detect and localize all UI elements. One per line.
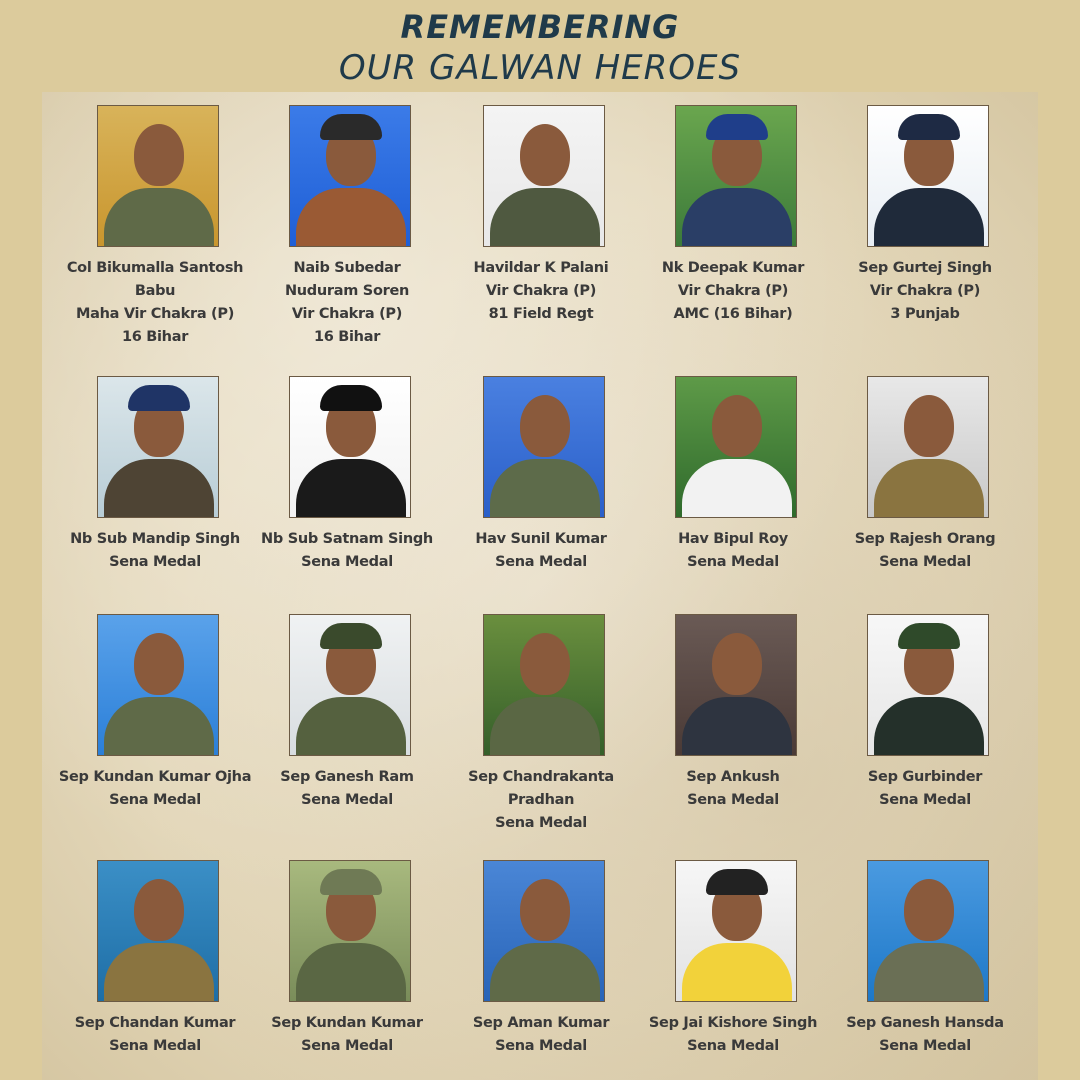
hero-detail: Sena Medal bbox=[687, 792, 779, 808]
hero-caption bbox=[819, 528, 1031, 574]
hero-portrait bbox=[289, 105, 411, 247]
header bbox=[0, 0, 1080, 92]
hero-detail: AMC (16 Bihar) bbox=[673, 306, 793, 322]
hero-detail: Sena Medal bbox=[109, 554, 201, 570]
hero-detail: 3 Punjab bbox=[890, 306, 960, 322]
hero-name: Sep Ganesh Hansda bbox=[846, 1015, 1004, 1031]
hero-name: Sep Gurtej Singh bbox=[858, 260, 992, 276]
hero-caption bbox=[49, 766, 261, 812]
hero-name: Hav Bipul Roy bbox=[678, 531, 788, 547]
hero-name: Hav Sunil Kumar bbox=[475, 531, 607, 547]
hero-caption bbox=[435, 766, 647, 835]
hero-detail: Sena Medal bbox=[301, 554, 393, 570]
hero-portrait bbox=[483, 614, 605, 756]
hero-name: Sep Kundan Kumar Ojha bbox=[58, 769, 252, 785]
hero-caption bbox=[627, 257, 839, 326]
hero-detail: 81 Field Regt bbox=[488, 306, 594, 322]
hero-caption bbox=[435, 257, 647, 326]
hero-card bbox=[829, 105, 1021, 355]
hero-detail: Vir Chakra (P) bbox=[291, 306, 403, 322]
hero-detail: Sena Medal bbox=[495, 815, 587, 831]
hero-portrait bbox=[97, 376, 219, 518]
hero-portrait bbox=[867, 376, 989, 518]
hero-card bbox=[445, 376, 637, 626]
hero-card bbox=[637, 376, 829, 626]
hero-detail: Sena Medal bbox=[109, 792, 201, 808]
hero-name: Sep Gurbinder bbox=[867, 769, 983, 785]
hero-card bbox=[445, 614, 637, 864]
hero-detail: Sena Medal bbox=[495, 1038, 587, 1054]
hero-name: Sep Kundan Kumar bbox=[271, 1015, 423, 1031]
title-galwan-heroes: OUR GALWAN HEROES bbox=[338, 48, 742, 88]
hero-caption bbox=[241, 257, 453, 349]
hero-portrait bbox=[867, 860, 989, 1002]
hero-name: Sep Aman Kumar bbox=[472, 1015, 610, 1031]
hero-detail: Nuduram Soren bbox=[284, 283, 410, 299]
hero-card bbox=[637, 105, 829, 355]
hero-detail: Sena Medal bbox=[687, 1038, 779, 1054]
hero-card bbox=[829, 376, 1021, 626]
hero-name: Sep Jai Kishore Singh bbox=[648, 1015, 818, 1031]
hero-card bbox=[637, 614, 829, 864]
hero-card bbox=[59, 860, 251, 1080]
hero-caption bbox=[435, 528, 647, 574]
hero-name: Col Bikumalla Santosh Babu bbox=[66, 260, 244, 299]
hero-caption bbox=[627, 766, 839, 812]
hero-detail: Sena Medal bbox=[301, 792, 393, 808]
hero-portrait bbox=[867, 614, 989, 756]
hero-portrait bbox=[483, 105, 605, 247]
hero-card bbox=[251, 376, 443, 626]
hero-caption bbox=[819, 1012, 1031, 1058]
hero-detail: Sena Medal bbox=[109, 1038, 201, 1054]
hero-card bbox=[59, 105, 251, 355]
hero-detail: Sena Medal bbox=[495, 554, 587, 570]
hero-detail: Maha Vir Chakra (P) bbox=[75, 306, 235, 322]
hero-caption bbox=[819, 766, 1031, 812]
title-remembering: REMEMBERING bbox=[400, 8, 680, 46]
hero-caption bbox=[435, 1012, 647, 1058]
hero-name: Naib Subedar bbox=[293, 260, 401, 276]
hero-portrait bbox=[97, 860, 219, 1002]
hero-name: Sep Ankush bbox=[686, 769, 780, 785]
hero-detail: 16 Bihar bbox=[121, 329, 189, 345]
hero-card bbox=[251, 860, 443, 1080]
hero-name: Nk Deepak Kumar bbox=[661, 260, 805, 276]
hero-detail: Sena Medal bbox=[301, 1038, 393, 1054]
hero-portrait bbox=[675, 105, 797, 247]
hero-card bbox=[59, 376, 251, 626]
hero-detail: Sena Medal bbox=[879, 554, 971, 570]
hero-card bbox=[829, 860, 1021, 1080]
hero-card bbox=[59, 614, 251, 864]
hero-portrait bbox=[675, 376, 797, 518]
hero-detail: Vir Chakra (P) bbox=[485, 283, 597, 299]
hero-detail: Vir Chakra (P) bbox=[677, 283, 789, 299]
hero-card bbox=[445, 860, 637, 1080]
hero-name: Sep Chandrakanta Pradhan bbox=[468, 769, 614, 808]
hero-card bbox=[251, 105, 443, 355]
hero-portrait bbox=[97, 614, 219, 756]
hero-detail: Sena Medal bbox=[879, 1038, 971, 1054]
hero-detail: Sena Medal bbox=[879, 792, 971, 808]
hero-caption bbox=[241, 766, 453, 812]
hero-caption bbox=[49, 257, 261, 349]
hero-caption bbox=[49, 1012, 261, 1058]
hero-portrait bbox=[289, 860, 411, 1002]
hero-name: Nb Sub Satnam Singh bbox=[261, 531, 433, 547]
hero-caption bbox=[819, 257, 1031, 326]
hero-portrait bbox=[483, 376, 605, 518]
hero-caption bbox=[627, 528, 839, 574]
hero-portrait bbox=[97, 105, 219, 247]
hero-name: Sep Rajesh Orang bbox=[854, 531, 996, 547]
hero-portrait bbox=[483, 860, 605, 1002]
hero-detail: Vir Chakra (P) bbox=[869, 283, 981, 299]
hero-name: Nb Sub Mandip Singh bbox=[70, 531, 240, 547]
hero-caption bbox=[241, 1012, 453, 1058]
hero-portrait bbox=[675, 860, 797, 1002]
hero-name: Sep Ganesh Ram bbox=[280, 769, 414, 785]
hero-portrait bbox=[289, 376, 411, 518]
hero-portrait bbox=[289, 614, 411, 756]
hero-portrait bbox=[867, 105, 989, 247]
hero-name: Sep Chandan Kumar bbox=[74, 1015, 236, 1031]
hero-name: Havildar K Palani bbox=[473, 260, 609, 276]
hero-portrait bbox=[675, 614, 797, 756]
hero-caption bbox=[49, 528, 261, 574]
heroes-panel bbox=[42, 92, 1038, 1080]
hero-detail: 16 Bihar bbox=[313, 329, 381, 345]
hero-caption bbox=[627, 1012, 839, 1058]
hero-detail: Sena Medal bbox=[687, 554, 779, 570]
hero-card bbox=[251, 614, 443, 864]
hero-caption bbox=[241, 528, 453, 574]
hero-card bbox=[445, 105, 637, 355]
hero-card bbox=[829, 614, 1021, 864]
hero-card bbox=[637, 860, 829, 1080]
